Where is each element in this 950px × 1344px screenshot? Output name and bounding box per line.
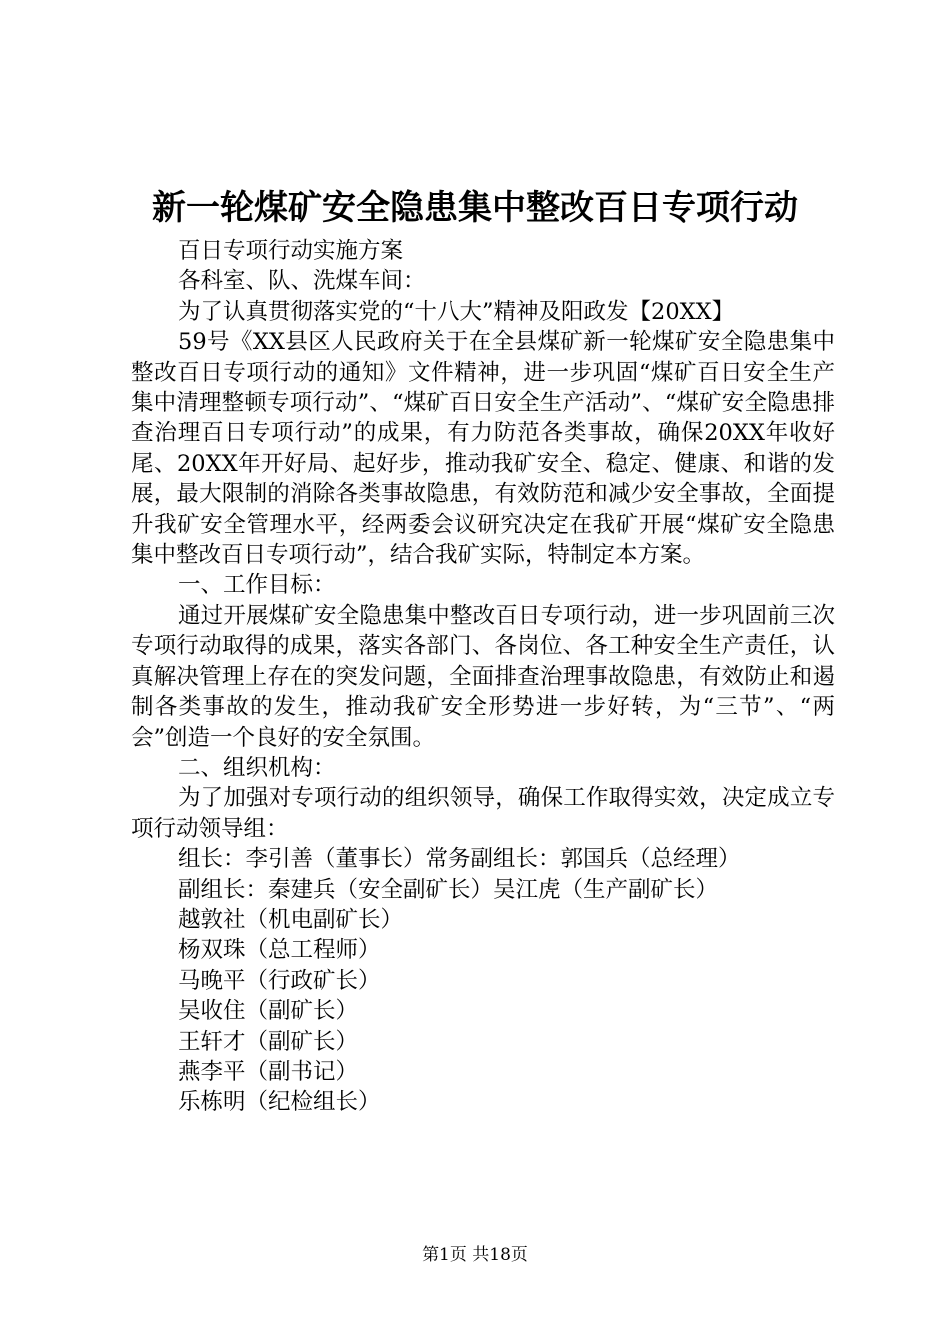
subtitle-line: 百日专项行动实施方案	[178, 238, 404, 264]
member-line: 乐栋明（纪检组长）	[178, 1089, 381, 1116]
member-line: 燕李平（副书记）	[178, 1058, 359, 1085]
intro-paragraph: 59号《XX县区人民政府关于在全县煤矿新一轮煤矿安全隐患集中整改百日专项行动的通知》文件精神，进一步巩固“煤矿百日安全生产集中清理整顿专项行动”、“煤矿百日安全生产活动”、“煤矿安全隐患排查治理百日专项行动”的成果，有力防范各类事故，确保20XX年收好尾、20XX年开好局、起好步，推动我矿安全、稳定、健康、和谐的发展，最大限制的消除各类事故隐患，有效防范和减少安全事故，全面提升我矿安全管理水平，经两委会议研究决定在我矿开展“煤矿安全隐患集中整改百日专项行动”，结合我矿实际，特制定本方案。	[131, 329, 835, 569]
member-line: 越敦社（机电副矿长）	[178, 906, 404, 933]
member-line: 王轩才（副矿长）	[178, 1028, 359, 1055]
page-number-footer: 第1页 共18页	[422, 1245, 528, 1265]
member-line: 组长：李引善（董事长）常务副组长：郭国兵（总经理）	[178, 846, 741, 873]
member-line: 马晚平（行政矿长）	[178, 967, 381, 994]
document-title: 新一轮煤矿安全隐患集中整改百日专项行动	[152, 188, 798, 228]
intro-first-line: 为了认真贯彻落实党的“十八大”精神及阳政发【20XX】	[178, 298, 735, 325]
member-line: 副组长：秦建兵（安全副矿长）吴江虎（生产副矿长）	[178, 876, 719, 903]
goals-paragraph: 通过开展煤矿安全隐患集中整改百日专项行动，进一步巩固前三次专项行动取得的成果，落实各部门、各岗位、各工种安全生产责任，认真解决管理上存在的突发问题，全面排查治理事故隐患，有效防止和遏制各类事故的发生，推动我矿安全形势进一步好转，为“三节”、“两会”创造一个良好的安全氛围。	[131, 602, 835, 751]
organization-paragraph: 为了加强对专项行动的组织领导，确保工作取得实效，决定成立专项行动领导组：	[131, 785, 835, 842]
section-heading-organization: 二、组织机构：	[178, 754, 336, 781]
salutation-line: 各科室、队、洗煤车间：	[178, 268, 426, 295]
document-body	[131, 236, 835, 1118]
member-line: 杨双珠（总工程师）	[178, 937, 381, 964]
member-line: 吴收住（副矿长）	[178, 998, 359, 1025]
section-heading-goals: 一、工作目标：	[178, 572, 336, 599]
